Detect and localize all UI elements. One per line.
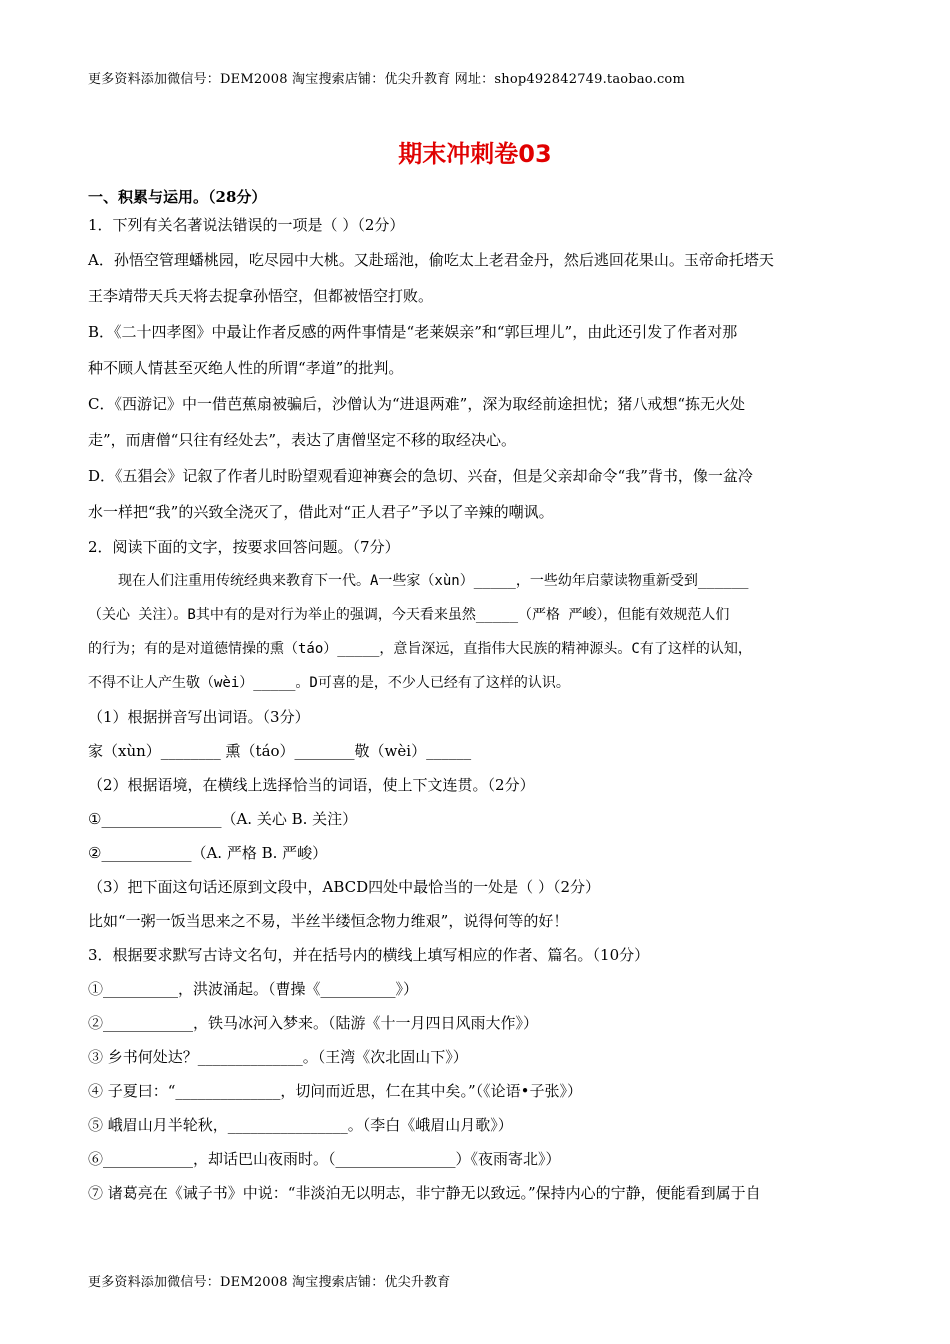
page-title: 期末冲刺卷03 — [398, 140, 552, 168]
document-body — [88, 186, 868, 1210]
option-a-line-2: 王李靖带天兵天将去捉拿孙悟空，但都被悟空打败。 — [88, 287, 434, 305]
option-b-line-1: B．《二十四孝图》中最让作者反感的两件事情是“老莱娱亲”和“郭巨埋儿”，由此还引发了作者对那 — [88, 323, 738, 341]
passage-line-4: 不得不让人产生敬（wèi）_____。D可喜的是，不少人已经有了这样的认识。 — [88, 675, 570, 691]
poem-line-1: ①__________，洪波涌起。（曹操《__________》） — [88, 980, 419, 998]
question-1-stem: 1．下列有关名著说法错误的一项是（ ）（2分） — [88, 216, 405, 234]
subquestion-3: （3）把下面这句话还原到文段中，ABCD四处中最恰当的一处是（ ）（2分） — [88, 878, 600, 896]
poem-line-2: ②____________，铁马冰河入梦来。（陆游《十一月四日风雨大作》） — [88, 1014, 539, 1032]
passage-line-1: 现在人们注重用传统经典来教育下一代。A一些家（xùn）_____，一些幼年启蒙读物重新受到______ — [118, 573, 749, 589]
page-header: 更多资料添加微信号：DEM2008 淘宝搜索店铺：优尖升教育 网址：shop492842749.taobao.com — [88, 72, 685, 87]
option-c-line-2: 走”，而唐僧“只往有经处去”，表达了唐僧坚定不移的取经决心。 — [88, 431, 517, 449]
option-d-line-2: 水一样把“我”的兴致全浇灭了，借此对“正人君子”予以了辛辣的嘲讽。 — [88, 503, 554, 521]
option-b-line-2: 种不顾人情甚至灭绝人性的所谓“孝道”的批判。 — [88, 359, 404, 377]
poem-line-4: ④ 子夏曰：“______________，切问而近思，仁在其中矣。”（《论语•子张》） — [88, 1082, 582, 1100]
option-c-line-1: C．《西游记》中一借芭蕉扇被骗后，沙僧认为“进退两难”，深为取经前途担忧；猪八戒想“拣无火处 — [88, 395, 745, 413]
option-d-line-1: D．《五猖会》记叙了作者儿时盼望观看迎神赛会的急切、兴奋，但是父亲却命令“我”背书，像一盆冷 — [88, 467, 753, 485]
section-heading: 一、积累与运用。（28分） — [88, 188, 267, 206]
subquestion-1: （1）根据拼音写出词语。（3分） — [88, 708, 310, 726]
subquestion-3-sentence: 比如“一粥一饭当思来之不易，半丝半缕恒念物力维艰”，说得何等的好！ — [88, 912, 569, 930]
question-2-stem: 2．阅读下面的文字，按要求回答问题。（7分） — [88, 538, 400, 556]
poem-line-7: ⑦ 诸葛亮在《诫子书》中说：“非淡泊无以明志，非宁静无以致远。”保持内心的宁静，便能看到属于自 — [88, 1184, 761, 1202]
poem-line-3: ③ 乡书何处达？______________。（王湾《次北固山下》） — [88, 1048, 468, 1066]
option-a-line-1: A．孙悟空管理蟠桃园，吃尽园中大桃。又赴瑶池，偷吃太上老君金丹，然后逃回花果山。玉帝命托塔天 — [88, 251, 774, 269]
subquestion-2: （2）根据语境，在横线上选择恰当的词语，使上下文连贯。（2分） — [88, 776, 535, 794]
passage-line-3: 的行为；有的是对道德情操的熏（táo）_____，意旨深远，直指伟大民族的精神源头。C有了这样的认知， — [88, 641, 752, 657]
poem-line-5: ⑤ 峨眉山月半轮秋，________________。（李白《峨眉山月歌》） — [88, 1116, 513, 1134]
question-3-stem: 3．根据要求默写古诗文名句，并在括号内的横线上填写相应的作者、篇名。（10分） — [88, 946, 650, 964]
subquestion-2-blank-2: ②____________（A. 严格 B. 严峻） — [88, 844, 328, 862]
passage-line-2: （关心 关注）。B其中有的是对行为举止的强调，今天看来虽然_____（严格 严峻），但能有效规范人们 — [88, 607, 730, 623]
page-footer: 更多资料添加微信号：DEM2008 淘宝搜索店铺：优尖升教育 — [88, 1275, 451, 1290]
subquestion-2-blank-1: ①________________（A. 关心 B. 关注） — [88, 810, 358, 828]
subquestion-1-answer-blanks: 家（xùn）________ 熏（táo）________敬（wèi）______ — [88, 742, 472, 760]
poem-line-6: ⑥____________，却话巴山夜雨时。（________________）《夜雨寄北》） — [88, 1150, 561, 1168]
